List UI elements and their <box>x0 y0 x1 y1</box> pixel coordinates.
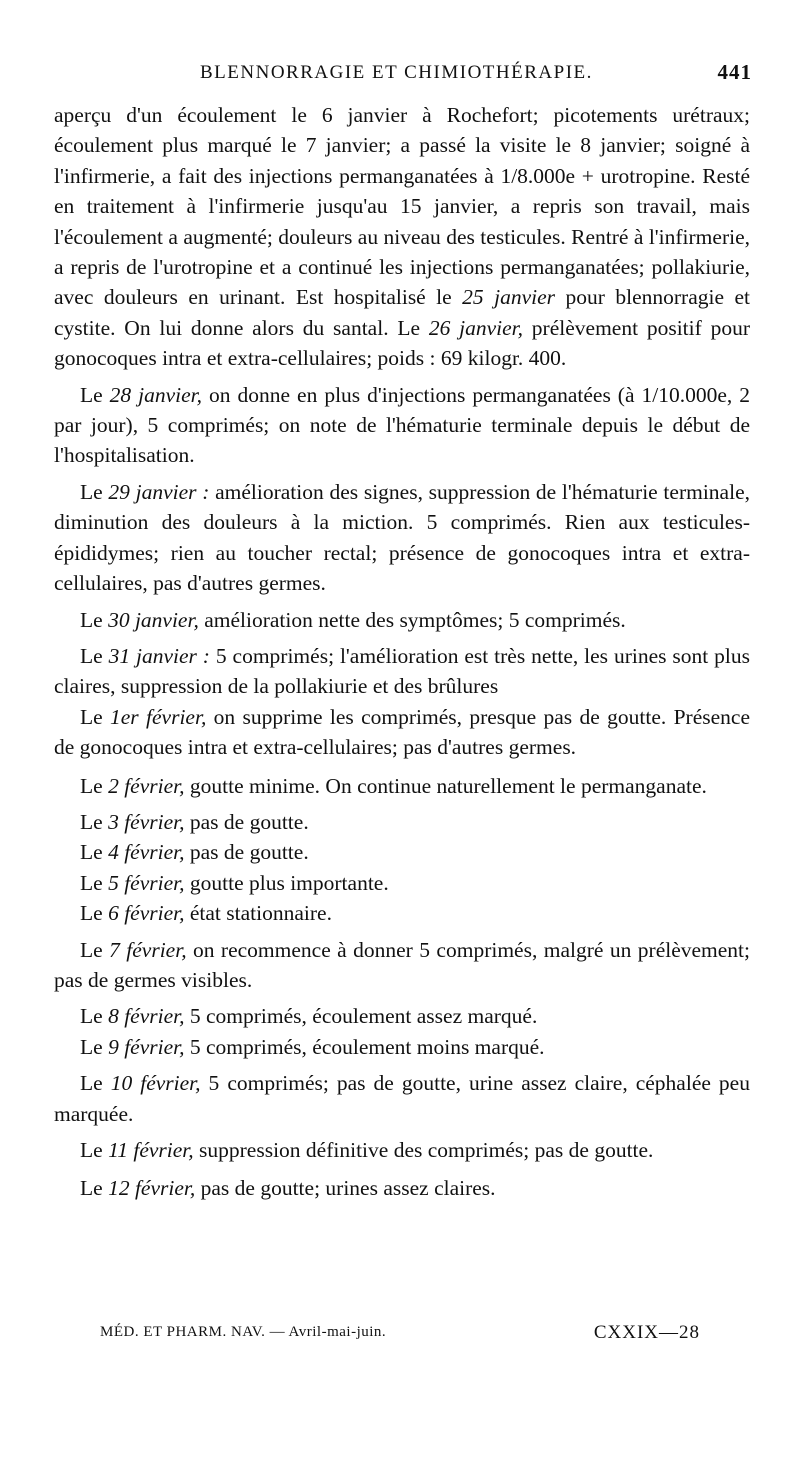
page-header <box>60 60 752 90</box>
paragraph-14: Le 9 février, 5 comprimés, écoulement moins marqué. <box>80 1034 545 1059</box>
paragraph-5: Le 31 janvier : 5 comprimés; l'amélioration est très nette, les urines sont plus claires, suppression de la pollakiurie et des brûlures <box>54 643 750 699</box>
paragraph-15: Le 10 février, 5 comprimés; pas de goutte, urine assez claire, céphalée peu marquée. <box>54 1071 750 1126</box>
paragraph-7: Le 2 février, goutte minime. On continue naturellement le permanganate. <box>80 773 707 798</box>
paragraph-16: Le 11 février, suppression définitive des comprimés; pas de goutte. <box>80 1138 654 1162</box>
paragraph-4: Le 30 janvier, amélioration nette des symptômes; 5 comprimés. <box>80 607 626 632</box>
journal-signature: MÉD. ET PHARM. NAV. — Avril-mai-juin. <box>100 1324 387 1340</box>
page-footer <box>100 1322 700 1350</box>
paragraph-3: Le 29 janvier : amélioration des signes, suppression de l'hématurie terminale, diminution des douleurs à la miction. 5 comprimés. Rien aux testicules-épididymes; rien au toucher rectal; présence de gonocoques intra et extra-cellulaires, pas d'autres germes. <box>54 479 750 596</box>
paragraph-11: Le 6 février, état stationnaire. <box>80 901 332 926</box>
page-number: 441 <box>717 60 752 84</box>
paragraph-2: Le 28 janvier, on donne en plus d'injections permanganatées (à 1/10.000e, 2 par jour), 5 comprimés; on note de l'hématurie terminale depuis le début de l'hospitalisation. <box>54 382 750 468</box>
body-text <box>54 100 750 1204</box>
running-title: BLENNORRAGIE ET CHIMIOTHÉRAPIE. <box>200 62 593 83</box>
paragraph-13: Le 8 février, 5 comprimés, écoulement assez marqué. <box>80 1004 538 1029</box>
paragraph-1: aperçu d'un écoulement le 6 janvier à Rochefort; picotements urétraux; écoulement plus marqué le 7 janvier; a passé la visite le 8 janvier; soigné à l'infirmerie, a fait des injections permanganatées à 1/8.000e + urotropine. Resté en traitement à l'infirmerie jusqu'au 15 janvier, a repris son travail, mais l'écoulement a augmenté; douleurs au niveau des testicules. Rentré à l'infirmerie, a repris de l'urotropine et a continué les injections permanganatées; pollakiurie, avec douleurs en urinant. Est hospitalisé le 25 janvier pour blennorragie et cystite. On lui donne alors du santal. Le 26 janvier, prélèvement positif pour gonocoques intra et extra-cellulaires; poids : 69 kilogr. 400. <box>54 103 750 371</box>
sheet-signature: CXXIX—28 <box>593 1322 700 1343</box>
paragraph-9: Le 4 février, pas de goutte. <box>80 840 309 865</box>
paragraph-12: Le 7 février, on recommence à donner 5 comprimés, malgré un prélèvement; pas de germes visibles. <box>54 937 751 992</box>
paragraph-17: Le 12 février, pas de goutte; urines assez claires. <box>80 1176 496 1201</box>
paragraph-8: Le 3 février, pas de goutte. <box>80 809 309 834</box>
paragraph-10: Le 5 février, goutte plus importante. <box>80 870 389 895</box>
paragraph-6: Le 1er février, on supprime les comprimés, presque pas de goutte. Présence de gonocoques intra et extra-cellulaires; pas d'autres germes. <box>54 704 750 760</box>
